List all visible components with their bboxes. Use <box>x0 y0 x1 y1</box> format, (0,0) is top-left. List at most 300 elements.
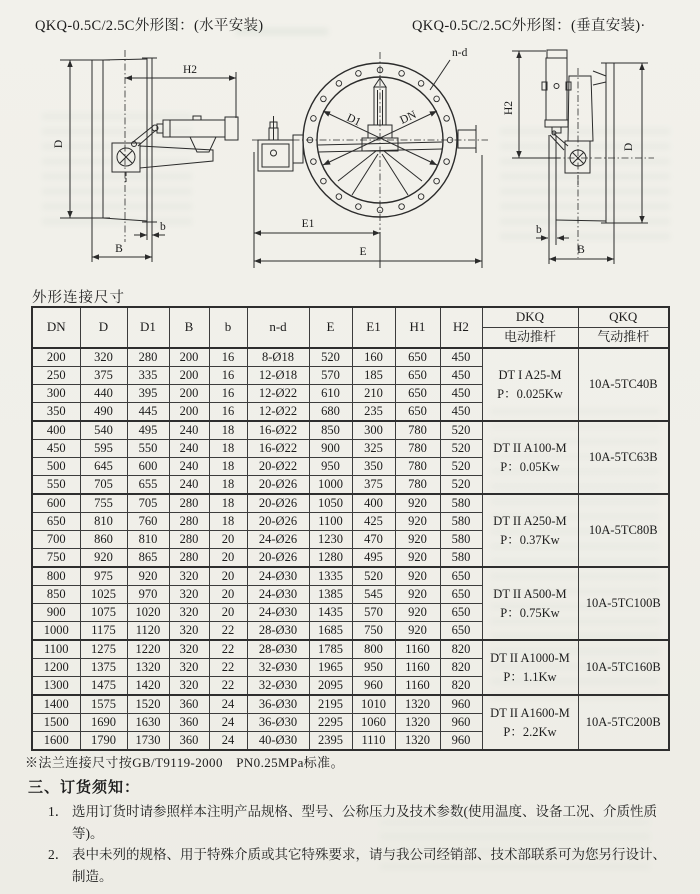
spec-cell: 1220 <box>127 640 169 659</box>
spec-cell: 1300 <box>32 677 80 696</box>
spec-cell: 20 <box>209 586 247 604</box>
spec-cell: 705 <box>127 494 169 513</box>
spec-cell: 1000 <box>309 476 352 495</box>
spec-cell: 160 <box>352 348 395 367</box>
note-number: 1． <box>48 804 69 819</box>
spec-cell: 580 <box>440 513 482 531</box>
spec-cell: 24-Ø30 <box>247 604 309 622</box>
flange-plate-left <box>549 135 606 245</box>
dkq-actuator-cell: DT I A25-M P：0.025Kw <box>482 348 578 421</box>
spec-cell: 850 <box>309 421 352 440</box>
flange-plates <box>87 58 157 222</box>
spec-cell: 1575 <box>80 695 127 714</box>
spec-cell: 1730 <box>127 732 169 751</box>
spec-cell: 445 <box>127 403 169 422</box>
spec-cell: 1375 <box>80 659 127 677</box>
spec-cell: 1060 <box>352 714 395 732</box>
spec-cell: 1320 <box>127 659 169 677</box>
spec-cell: 350 <box>32 403 80 422</box>
spec-cell: 580 <box>440 494 482 513</box>
spec-cell: 600 <box>32 494 80 513</box>
spec-cell: 780 <box>395 458 440 476</box>
dim-label-E: E <box>359 246 367 258</box>
flange-plate-right <box>601 63 619 223</box>
dim-label-B: B <box>115 243 123 255</box>
spec-cell: 860 <box>80 531 127 549</box>
spec-cell: 375 <box>80 367 127 385</box>
spec-cell: 550 <box>127 440 169 458</box>
horizontal-install-drawing <box>30 42 255 292</box>
spec-cell: 595 <box>80 440 127 458</box>
spec-cell: 650 <box>440 622 482 641</box>
spec-cell: 320 <box>169 586 209 604</box>
spec-cell: 540 <box>80 421 127 440</box>
dim-label-b: b <box>536 224 542 236</box>
note-text: 表中未列的规格、用于特殊介质或其它特殊要求，请与我公司经销部、技术部联系可为您另行设计、制造。 <box>72 847 666 884</box>
spec-cell: 40-Ø30 <box>247 732 309 751</box>
spec-cell: 1385 <box>309 586 352 604</box>
dim-label-H2: H2 <box>503 100 515 116</box>
spec-cell: 1100 <box>309 513 352 531</box>
spec-cell: 920 <box>395 549 440 568</box>
dkq-actuator-cell: DT II A100-M P：0.05Kw <box>482 421 578 494</box>
spec-cell: 680 <box>309 403 352 422</box>
dim-label-H2: H2 <box>182 64 198 76</box>
spec-cell: 20 <box>209 567 247 586</box>
spec-cell: 900 <box>309 440 352 458</box>
col-header-d1: D1 <box>127 307 169 348</box>
spec-cell: 950 <box>309 458 352 476</box>
spec-cell: 400 <box>32 421 80 440</box>
spec-cell: 20-Ø26 <box>247 494 309 513</box>
spec-cell: 920 <box>395 567 440 586</box>
spec-cell: 24 <box>209 732 247 751</box>
spec-cell: 36-Ø30 <box>247 714 309 732</box>
spec-cell: 22 <box>209 622 247 641</box>
spec-cell: 1965 <box>309 659 352 677</box>
spec-cell: 1160 <box>395 677 440 696</box>
spec-cell: 320 <box>169 677 209 696</box>
spec-cell: 1600 <box>32 732 80 751</box>
spec-cell: 645 <box>80 458 127 476</box>
spec-cell: 1280 <box>309 549 352 568</box>
spec-cell: 1335 <box>309 567 352 586</box>
spec-cell: 185 <box>352 367 395 385</box>
spec-cell: 600 <box>127 458 169 476</box>
spec-cell: 1690 <box>80 714 127 732</box>
qkq-actuator-cell: 10A-5TC63B <box>578 421 669 494</box>
spec-cell: 570 <box>352 604 395 622</box>
col-header-b: b <box>209 307 247 348</box>
spec-cell: 520 <box>309 348 352 367</box>
spec-cell: 1010 <box>352 695 395 714</box>
spec-cell: 1050 <box>309 494 352 513</box>
shaft-stub <box>458 125 476 153</box>
dimension-table <box>31 306 670 751</box>
table-row <box>32 494 669 513</box>
dkq-actuator-cell: DT II A500-M P：0.75Kw <box>482 567 578 640</box>
spec-cell: 240 <box>169 458 209 476</box>
front-view-drawing <box>246 40 492 302</box>
spec-cell: 1420 <box>127 677 169 696</box>
spec-cell: 350 <box>352 458 395 476</box>
spec-cell: 200 <box>32 348 80 367</box>
spec-cell: 780 <box>395 440 440 458</box>
col-subheader-qkq: 气动推杆 <box>578 328 669 349</box>
spec-cell: 920 <box>395 531 440 549</box>
col-header-h2: H2 <box>440 307 482 348</box>
spec-cell: 1320 <box>395 714 440 732</box>
qkq-actuator-cell: 10A-5TC200B <box>578 695 669 750</box>
spec-cell: 320 <box>169 622 209 641</box>
spec-cell: 22 <box>209 659 247 677</box>
dim-label-B: B <box>577 244 585 256</box>
nd-leader-line <box>430 60 450 90</box>
spec-cell: 200 <box>169 367 209 385</box>
spec-cell: 36-Ø30 <box>247 695 309 714</box>
table-title: 外形连接尺寸 <box>32 290 125 306</box>
spec-cell: 280 <box>169 531 209 549</box>
spec-cell: 920 <box>80 549 127 568</box>
dim-label-D: D <box>53 139 65 149</box>
spec-cell: 960 <box>440 695 482 714</box>
spec-cell: 1000 <box>32 622 80 641</box>
spec-cell: 650 <box>440 604 482 622</box>
spec-cell: 16 <box>209 367 247 385</box>
col-header-h1: H1 <box>395 307 440 348</box>
spec-cell: 1200 <box>32 659 80 677</box>
col-header-dkq: DKQ <box>482 307 578 328</box>
col-header-qkq: QKQ <box>578 307 669 328</box>
spec-cell: 580 <box>440 549 482 568</box>
table-header-row <box>32 307 669 328</box>
spec-cell: 320 <box>169 567 209 586</box>
spec-cell: 240 <box>169 440 209 458</box>
dkq-actuator-cell: DT II A250-M P：0.37Kw <box>482 494 578 567</box>
table-row <box>32 695 669 714</box>
spec-cell: 920 <box>395 513 440 531</box>
spec-cell: 28-Ø30 <box>247 622 309 641</box>
spec-cell: 2295 <box>309 714 352 732</box>
spec-cell: 450 <box>440 403 482 422</box>
spec-cell: 650 <box>32 513 80 531</box>
spec-cell: 1520 <box>127 695 169 714</box>
spec-cell: 655 <box>127 476 169 495</box>
spec-cell: 20-Ø26 <box>247 513 309 531</box>
dkq-actuator-cell: DT II A1600-M P：2.2Kw <box>482 695 578 750</box>
spec-cell: 1025 <box>80 586 127 604</box>
spec-cell: 300 <box>32 385 80 403</box>
order-note-item <box>28 801 678 844</box>
spec-cell: 210 <box>352 385 395 403</box>
spec-cell: 16-Ø22 <box>247 440 309 458</box>
spec-cell: 780 <box>395 421 440 440</box>
spec-cell: 280 <box>169 549 209 568</box>
spec-cell: 920 <box>395 604 440 622</box>
qkq-actuator-cell: 10A-5TC40B <box>578 348 669 421</box>
spec-cell: 650 <box>395 367 440 385</box>
spec-cell: 280 <box>169 494 209 513</box>
order-notes <box>28 776 678 887</box>
actuator-cylinder <box>542 50 571 135</box>
spec-cell: 250 <box>32 367 80 385</box>
valve-body <box>565 141 590 185</box>
dim-label-b: b <box>160 221 166 233</box>
spec-cell: 16-Ø22 <box>247 421 309 440</box>
spec-cell: 320 <box>169 659 209 677</box>
spec-cell: 325 <box>352 440 395 458</box>
spec-cell: 1230 <box>309 531 352 549</box>
support-beam <box>140 146 213 168</box>
spec-cell: 1275 <box>80 640 127 659</box>
col-header-e1: E1 <box>352 307 395 348</box>
spec-cell: 1400 <box>32 695 80 714</box>
spec-cell: 22 <box>209 677 247 696</box>
spec-cell: 18 <box>209 421 247 440</box>
dim-label-DN: DN <box>398 108 419 127</box>
spec-cell: 18 <box>209 513 247 531</box>
spec-cell: 810 <box>127 531 169 549</box>
spec-cell: 520 <box>440 440 482 458</box>
spec-cell: 16 <box>209 348 247 367</box>
spec-cell: 900 <box>32 604 80 622</box>
spec-cell: 1320 <box>395 695 440 714</box>
spec-cell: 16 <box>209 385 247 403</box>
spec-cell: 800 <box>352 640 395 659</box>
dim-label-D: D <box>623 142 635 152</box>
spec-cell: 320 <box>169 640 209 659</box>
dkq-actuator-cell: DT II A1000-M P：1.1Kw <box>482 640 578 695</box>
spec-cell: 18 <box>209 476 247 495</box>
order-note-item <box>28 844 678 887</box>
spec-cell: 20 <box>209 531 247 549</box>
spec-cell: 650 <box>395 348 440 367</box>
outline-drawings <box>0 40 700 302</box>
spec-cell: 520 <box>440 421 482 440</box>
spec-cell: 320 <box>80 348 127 367</box>
spec-cell: 16 <box>209 403 247 422</box>
spec-cell: 32-Ø30 <box>247 659 309 677</box>
spec-cell: 200 <box>169 403 209 422</box>
spec-cell: 700 <box>32 531 80 549</box>
spec-cell: 820 <box>440 677 482 696</box>
spec-cell: 18 <box>209 440 247 458</box>
spec-cell: 570 <box>309 367 352 385</box>
spec-cell: 820 <box>440 640 482 659</box>
table-row <box>32 640 669 659</box>
spec-cell: 450 <box>440 367 482 385</box>
spec-cell: 780 <box>395 476 440 495</box>
vertical-install-drawing <box>496 40 698 302</box>
spec-cell: 820 <box>440 659 482 677</box>
side-actuator <box>258 116 303 171</box>
spec-cell: 450 <box>440 348 482 367</box>
spec-cell: 650 <box>440 586 482 604</box>
spec-cell: 1160 <box>395 659 440 677</box>
spec-cell: 1075 <box>80 604 127 622</box>
spec-cell: 12-Ø22 <box>247 403 309 422</box>
dimension-H2 <box>512 51 560 158</box>
table-row <box>32 421 669 440</box>
spec-cell: 395 <box>127 385 169 403</box>
spec-cell: 580 <box>440 531 482 549</box>
spec-cell: 755 <box>80 494 127 513</box>
spec-cell: 2095 <box>309 677 352 696</box>
dimension-H2 <box>125 72 236 118</box>
spec-cell: 550 <box>32 476 80 495</box>
spec-cell: 20-Ø26 <box>247 476 309 495</box>
col-header-b-cap: B <box>169 307 209 348</box>
gear-housing <box>568 76 593 141</box>
table-row <box>32 567 669 586</box>
spec-table-body <box>32 348 669 750</box>
valve-body <box>112 143 140 184</box>
spec-cell: 320 <box>169 604 209 622</box>
spec-cell: 495 <box>352 549 395 568</box>
right-drawing-title: QKQ-0.5C/2.5C外形图：(垂直安装)· <box>412 18 646 34</box>
spec-cell: 960 <box>440 714 482 732</box>
spec-cell: 24 <box>209 695 247 714</box>
order-notes-heading: 三、订货须知： <box>28 780 141 796</box>
spec-cell: 970 <box>127 586 169 604</box>
spec-cell: 1630 <box>127 714 169 732</box>
spec-cell: 470 <box>352 531 395 549</box>
spec-cell: 1685 <box>309 622 352 641</box>
spec-cell: 8-Ø18 <box>247 348 309 367</box>
spec-cell: 280 <box>169 513 209 531</box>
spec-cell: 360 <box>169 732 209 751</box>
spec-cell: 850 <box>32 586 80 604</box>
spec-cell: 950 <box>352 659 395 677</box>
dimension-E <box>254 155 482 268</box>
spec-cell: 200 <box>169 348 209 367</box>
spec-cell: 280 <box>127 348 169 367</box>
spec-cell: 375 <box>352 476 395 495</box>
spec-cell: 920 <box>395 622 440 641</box>
note-text: 选用订货时请参照样本注明产品规格、型号、公称压力及技术参数(使用温度、设备工况、介质性质等)。 <box>72 804 657 841</box>
spec-cell: 650 <box>395 385 440 403</box>
note-number: 2． <box>48 847 69 863</box>
flange-standard-footnote: ※法兰连接尺寸按GB/T9119-2000 PN0.25MPa标准。 <box>25 755 344 770</box>
spec-cell: 335 <box>127 367 169 385</box>
spec-cell: 1020 <box>127 604 169 622</box>
spec-cell: 960 <box>352 677 395 696</box>
spec-cell: 920 <box>127 567 169 586</box>
spec-cell: 24-Ø26 <box>247 531 309 549</box>
spec-cell: 20 <box>209 604 247 622</box>
spec-cell: 1435 <box>309 604 352 622</box>
dim-label-D1: D1 <box>344 111 363 129</box>
spec-cell: 650 <box>440 567 482 586</box>
spec-cell: 235 <box>352 403 395 422</box>
spec-cell: 360 <box>169 695 209 714</box>
spec-cell: 240 <box>169 476 209 495</box>
actuator-cylinder <box>152 116 238 152</box>
spec-cell: 520 <box>440 476 482 495</box>
spec-cell: 1790 <box>80 732 127 751</box>
spec-cell: 1120 <box>127 622 169 641</box>
spec-cell: 18 <box>209 458 247 476</box>
col-header-dn: DN <box>32 307 80 348</box>
spec-cell: 750 <box>352 622 395 641</box>
spec-cell: 24-Ø30 <box>247 586 309 604</box>
spec-cell: 1160 <box>395 640 440 659</box>
spec-cell: 800 <box>32 567 80 586</box>
spec-cell: 32-Ø30 <box>247 677 309 696</box>
spec-cell: 1785 <box>309 640 352 659</box>
spec-cell: 18 <box>209 494 247 513</box>
spec-cell: 1500 <box>32 714 80 732</box>
spec-cell: 20-Ø22 <box>247 458 309 476</box>
dim-label-E1: E1 <box>301 218 315 230</box>
dim-label-nd: n-d <box>452 47 468 59</box>
spec-cell: 760 <box>127 513 169 531</box>
col-header-e: E <box>309 307 352 348</box>
spec-cell: 960 <box>440 732 482 751</box>
spec-cell: 425 <box>352 513 395 531</box>
spec-cell: 810 <box>80 513 127 531</box>
spec-cell: 500 <box>32 458 80 476</box>
spec-cell: 920 <box>395 494 440 513</box>
spec-cell: 520 <box>440 458 482 476</box>
qkq-actuator-cell: 10A-5TC160B <box>578 640 669 695</box>
left-drawing-title: QKQ-0.5C/2.5C外形图：(水平安装) <box>35 18 264 34</box>
spec-cell: 520 <box>352 567 395 586</box>
spec-cell: 705 <box>80 476 127 495</box>
spec-cell: 495 <box>127 421 169 440</box>
spec-cell: 1475 <box>80 677 127 696</box>
col-header-d: D <box>80 307 127 348</box>
spec-cell: 240 <box>169 421 209 440</box>
spec-cell: 975 <box>80 567 127 586</box>
spec-cell: 1320 <box>395 732 440 751</box>
spec-cell: 12-Ø18 <box>247 367 309 385</box>
spec-cell: 28-Ø30 <box>247 640 309 659</box>
spec-cell: 2395 <box>309 732 352 751</box>
spec-cell: 400 <box>352 494 395 513</box>
spec-cell: 360 <box>169 714 209 732</box>
qkq-actuator-cell: 10A-5TC100B <box>578 567 669 640</box>
spec-cell: 920 <box>395 586 440 604</box>
spec-cell: 450 <box>440 385 482 403</box>
spec-cell: 1110 <box>352 732 395 751</box>
spec-cell: 450 <box>32 440 80 458</box>
spec-cell: 12-Ø22 <box>247 385 309 403</box>
spec-cell: 300 <box>352 421 395 440</box>
spec-cell: 20-Ø26 <box>247 549 309 568</box>
spec-cell: 22 <box>209 640 247 659</box>
spec-cell: 24 <box>209 714 247 732</box>
spec-cell: 1100 <box>32 640 80 659</box>
spec-cell: 2195 <box>309 695 352 714</box>
spec-cell: 865 <box>127 549 169 568</box>
spec-cell: 200 <box>169 385 209 403</box>
spec-cell: 545 <box>352 586 395 604</box>
spec-cell: 1175 <box>80 622 127 641</box>
qkq-actuator-cell: 10A-5TC80B <box>578 494 669 567</box>
spec-cell: 650 <box>395 403 440 422</box>
col-header-nd: n-d <box>247 307 309 348</box>
spec-cell: 24-Ø30 <box>247 567 309 586</box>
spec-cell: 20 <box>209 549 247 568</box>
col-subheader-dkq: 电动推杆 <box>482 328 578 349</box>
spec-cell: 610 <box>309 385 352 403</box>
spec-cell: 750 <box>32 549 80 568</box>
spec-cell: 490 <box>80 403 127 422</box>
table-row <box>32 348 669 367</box>
spec-cell: 440 <box>80 385 127 403</box>
dimension-B <box>92 218 152 262</box>
